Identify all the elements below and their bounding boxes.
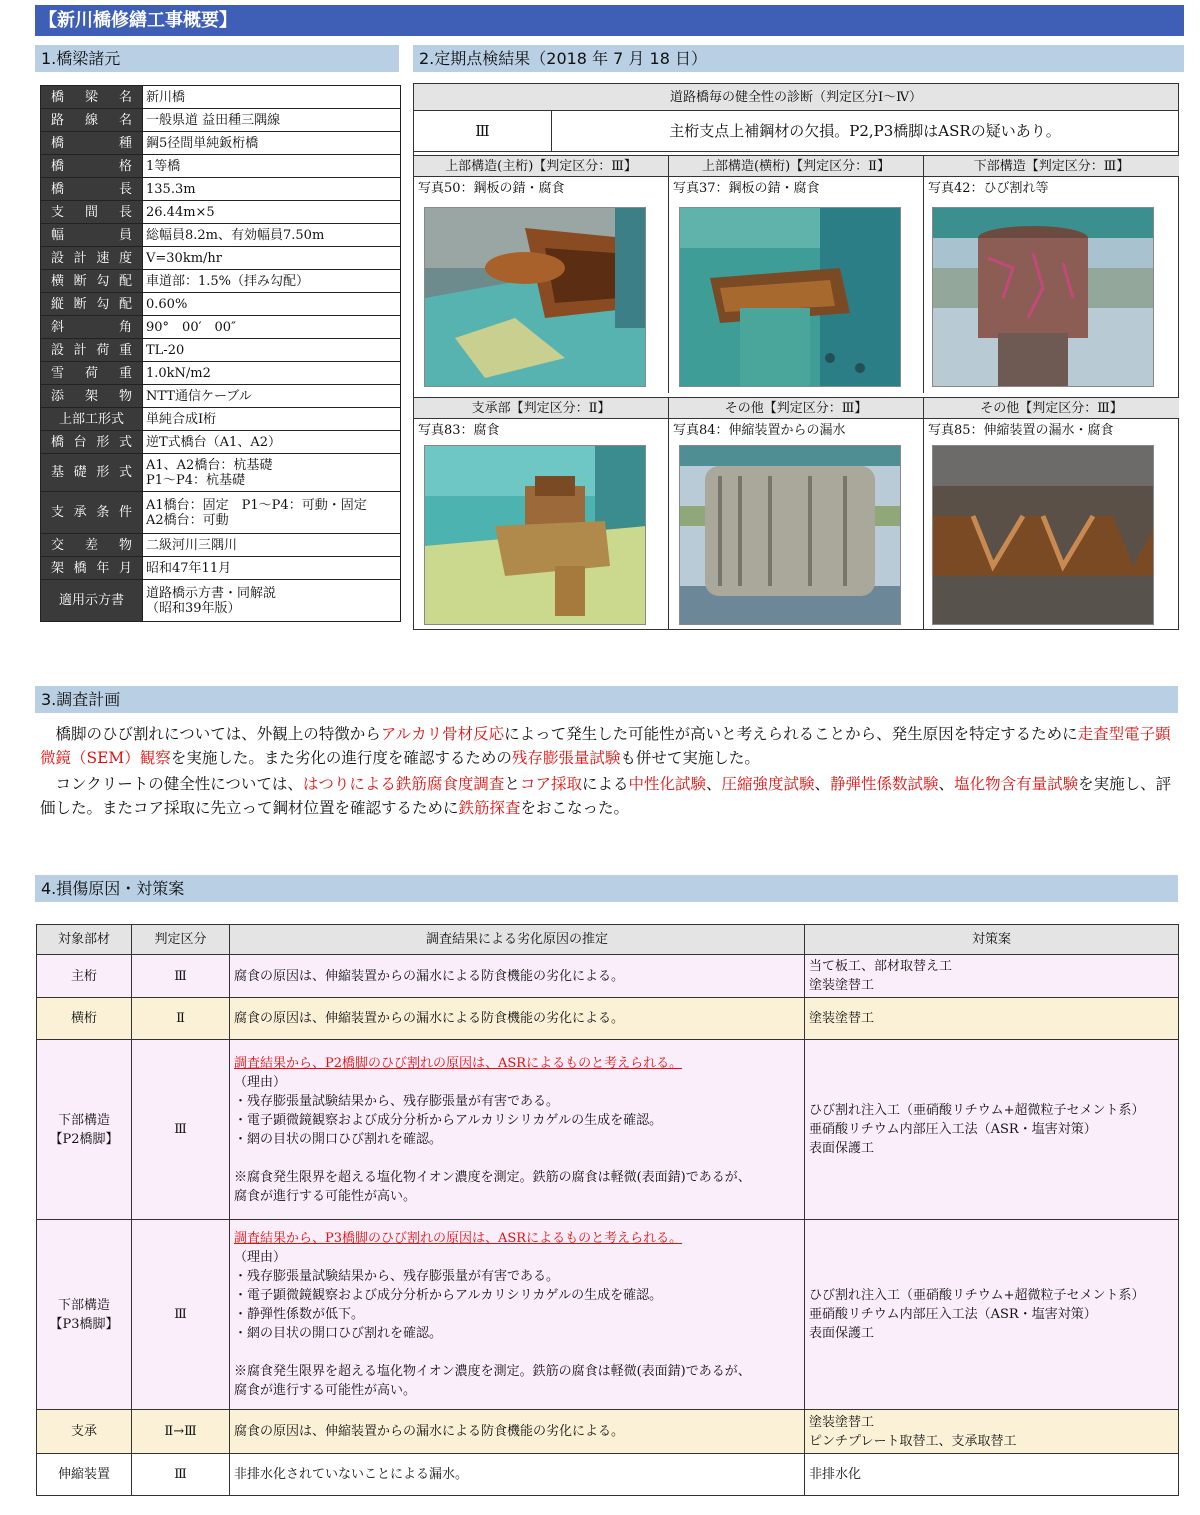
bridge-spec-table [40, 85, 401, 622]
cause-cell: 腐食の原因は、伸縮装置からの漏水による防食機能の劣化による。 [230, 998, 805, 1040]
photo-image [680, 446, 901, 625]
spec-row [41, 201, 401, 224]
text: コンクリートの健全性については、 [55, 775, 303, 793]
spec-value [143, 580, 401, 622]
col-header: 対策案 [805, 925, 1179, 955]
spec-row [41, 316, 401, 339]
measure-line: 非排水化 [809, 1467, 862, 1482]
cause-line: ・網の目状の開口ひび割れを確認。 [234, 1326, 443, 1341]
judgement-cell: Ⅱ→Ⅲ [132, 1410, 230, 1454]
spec-row [41, 580, 401, 622]
spec-key: 橋種 [41, 132, 143, 155]
spec-value: NTT通信ケーブル [143, 385, 401, 408]
measure-cell [805, 1410, 1179, 1454]
measure-line: ひび割れ注入工（亜硝酸リチウム+超微粒子セメント系） [809, 1103, 1145, 1118]
table-row [37, 1410, 1179, 1454]
highlight-term: アルカリ骨材反応 [380, 725, 505, 743]
table-row [37, 1220, 1179, 1410]
measure-line: 表面保護工 [809, 1141, 875, 1156]
cell-header: 支承部【判定区分：Ⅱ】 [414, 397, 668, 419]
spec-row [41, 534, 401, 557]
measure-line: 塗装塗替工 [809, 1011, 875, 1026]
cause-line: ・電子顕微鏡観察および成分分析からアルカリシリカゲルの生成を確認。 [234, 1288, 663, 1303]
cell-header: その他【判定区分：Ⅲ】 [669, 397, 923, 419]
text: をおこなった。 [520, 799, 630, 817]
measure-cell [805, 1040, 1179, 1220]
measure-cell [805, 1220, 1179, 1410]
cause-line: 腐食が進行する可能性が高い。 [234, 1188, 417, 1204]
spec-value: 新川橋 [143, 86, 401, 109]
spec-row [41, 408, 401, 431]
col-header: 判定区分 [132, 925, 230, 955]
judgement-cell: Ⅲ [132, 1040, 230, 1220]
spec-row [41, 362, 401, 385]
spec-key: 横断勾配 [41, 270, 143, 293]
inspection-cell-substructure [924, 155, 1179, 393]
spec-key: 架橋年月 [41, 557, 143, 580]
spec-row [41, 155, 401, 178]
text: を実施し、評価した。またコア採取に先立って鋼材位置を確認するために [40, 775, 1172, 817]
inspection-cell-bearing [414, 397, 669, 630]
spec-value: 26.44m×5 [143, 201, 401, 224]
text: によって発生した可能性が高いと考えられることから、発生原因を特定するために [504, 725, 1078, 743]
spec-value: 総幅員8.2m、有効幅員7.50m [143, 224, 401, 247]
text: と [504, 775, 520, 793]
text: も併せて実施した。 [620, 749, 760, 767]
photo-caption: 写真83：腐食 [418, 423, 500, 438]
spec-row [41, 557, 401, 580]
spec-key: 幅員 [41, 224, 143, 247]
measure-line: 塗装塗替工 [809, 978, 875, 993]
cause-line: （理由） [234, 1250, 287, 1265]
part-cell: 横桁 [37, 998, 132, 1040]
spec-value: 0.60% [143, 293, 401, 316]
measure-line: 亜硝酸リチウム内部圧入工法（ASR・塩害対策） [809, 1307, 1097, 1322]
spec-value: 一般県道 益田種三隅線 [143, 109, 401, 132]
highlight-term: 走査型電子顕微鏡（SEM）観察 [40, 725, 1171, 767]
spec-row [41, 492, 401, 534]
photo-caption: 写真84：伸縮装置からの漏水 [673, 423, 846, 438]
text: 、 [814, 775, 831, 793]
highlight-term: 残存膨張量試験 [511, 749, 621, 767]
part-line: 下部構造 [57, 1112, 110, 1128]
measure-line: 塗装塗替工 [809, 1414, 875, 1430]
cause-line: ・電子顕微鏡観察および成分分析からアルカリシリカゲルの生成を確認。 [234, 1112, 663, 1128]
spec-row [41, 109, 401, 132]
spec-value-line: P1〜P4：杭基礎 [146, 472, 246, 488]
cell-header: 下部構造【判定区分：Ⅲ】 [924, 155, 1179, 177]
cause-line: ・残存膨張量試験結果から、残存膨張量が有害である。 [234, 1093, 560, 1109]
spec-value-line: A1橋台：固定 P1〜P4：可動・固定 [146, 497, 367, 513]
table-row [37, 955, 1179, 998]
measure-line: 当て板工、部材取替え工 [809, 959, 953, 974]
text: を実施した。また劣化の進行度を確認するための [170, 749, 512, 767]
spec-value: 鋼5径間単純鈑桁橋 [143, 132, 401, 155]
photo-50-rusted-steel [424, 207, 646, 387]
judgement-cell: Ⅲ [132, 1220, 230, 1410]
inspection-results-box [413, 83, 1179, 630]
photo-image [425, 446, 646, 625]
diagnosis-judgement: Ⅲ [414, 111, 552, 152]
damage-cause-table [36, 924, 1179, 1496]
photo-42-cracked-pier [932, 207, 1154, 387]
judgement-cell: Ⅲ [132, 955, 230, 998]
cell-header: 上部構造(横桁)【判定区分：Ⅱ】 [669, 155, 923, 177]
section-header-plan: 3.調査計画 [35, 686, 1178, 713]
spec-value-line: （昭和39年版） [146, 600, 241, 616]
photo-caption: 写真37：鋼板の錆・腐食 [673, 181, 820, 196]
col-header: 調査結果による劣化原因の推定 [230, 925, 805, 955]
measure-line: 亜硝酸リチウム内部圧入工法（ASR・塩害対策） [809, 1122, 1097, 1137]
spec-row [41, 385, 401, 408]
part-cell: 主桁 [37, 955, 132, 998]
cause-conclusion: 調査結果から、P3橋脚のひび割れの原因は、ASRによるものと考えられる。 [234, 1231, 683, 1246]
spec-value: V=30km/hr [143, 247, 401, 270]
section-header-inspection: 2.定期点検結果（2018 年 7 月 18 日） [413, 45, 1184, 72]
spec-key: 添架物 [41, 385, 143, 408]
cause-line: ※腐食発生限界を超える塩化物イオン濃度を測定。鉄筋の腐食は軽微(表面錆)であるが、 [234, 1169, 751, 1185]
cause-cell: 腐食の原因は、伸縮装置からの漏水による防食機能の劣化による。 [230, 955, 805, 998]
spec-row [41, 86, 401, 109]
spec-key: 橋格 [41, 155, 143, 178]
part-cell [37, 1040, 132, 1220]
spec-value: 135.3m [143, 178, 401, 201]
spec-row [41, 339, 401, 362]
photo-image [680, 208, 901, 387]
spec-value: 1等橋 [143, 155, 401, 178]
measure-cell [805, 955, 1179, 998]
spec-value: 昭和47年11月 [143, 557, 401, 580]
spec-key: 縦断勾配 [41, 293, 143, 316]
spec-key: 橋長 [41, 178, 143, 201]
highlight-term: はつりによる鉄筋腐食度調査 [302, 775, 505, 793]
photo-image [933, 208, 1154, 387]
cause-line: ・静弾性係数が低下。 [234, 1307, 365, 1322]
spec-key: 橋台形式 [41, 431, 143, 454]
text: 橋脚のひび割れについては、外観上の特徴から [55, 725, 381, 743]
table-row [37, 998, 1179, 1040]
cause-line: 腐食が進行する可能性が高い。 [234, 1383, 417, 1398]
photo-image [933, 446, 1154, 625]
cause-line: ※腐食発生限界を超える塩化物イオン濃度を測定。鉄筋の腐食は軽微(表面錆)であるが、 [234, 1364, 751, 1379]
part-line: 【P3橋脚】 [49, 1316, 119, 1332]
highlight-term: コア採取 [519, 775, 582, 793]
measure-line: 表面保護工 [809, 1326, 875, 1341]
spec-key: 設計荷重 [41, 339, 143, 362]
col-header: 対象部材 [37, 925, 132, 955]
spec-row [41, 132, 401, 155]
plan-paragraph-2 [40, 772, 1180, 820]
spec-value: 車道部：1.5%（拝み勾配） [143, 270, 401, 293]
spec-row [41, 270, 401, 293]
inspection-cell-main-girder [414, 155, 669, 393]
spec-row [41, 454, 401, 492]
text: 、 [938, 775, 955, 793]
table-header-row [37, 925, 1179, 955]
cause-line: ・残存膨張量試験結果から、残存膨張量が有害である。 [234, 1269, 560, 1284]
spec-value: TL-20 [143, 339, 401, 362]
section-header-damage: 4.損傷原因・対策案 [35, 875, 1178, 902]
spec-value-line: A1、A2橋台：杭基礎 [146, 457, 273, 473]
cause-line: ・網の目状の開口ひび割れを確認。 [234, 1131, 443, 1147]
table-row [37, 1454, 1179, 1496]
part-line: 下部構造 [57, 1297, 110, 1313]
spec-row [41, 247, 401, 270]
spec-key: 路線名 [41, 109, 143, 132]
cell-header: その他【判定区分：Ⅲ】 [924, 397, 1179, 419]
measure-cell [805, 1454, 1179, 1496]
photo-caption: 写真85：伸縮装置の漏水・腐食 [928, 423, 1114, 438]
measure-line: ピンチプレート取替工、支承取替工 [809, 1433, 1017, 1449]
part-cell: 伸縮装置 [37, 1454, 132, 1496]
part-cell: 支承 [37, 1410, 132, 1454]
inspection-cell-cross-girder [669, 155, 924, 393]
judgement-cell: Ⅲ [132, 1454, 230, 1496]
spec-value-line: A2橋台：可動 [146, 512, 229, 528]
spec-row [41, 224, 401, 247]
spec-key: 設計速度 [41, 247, 143, 270]
highlight-term: 圧縮強度試験 [721, 775, 815, 793]
photo-caption: 写真42：ひび割れ等 [928, 181, 1049, 196]
spec-key: 雪荷重 [41, 362, 143, 385]
text: による [581, 775, 629, 793]
photo-37-rusted-steel [679, 207, 901, 387]
diagnosis-summary: 主桁支点上補鋼材の欠損。P2,P3橋脚はASRの疑いあり。 [552, 111, 1178, 152]
photo-85-joint-corrosion [932, 445, 1154, 625]
spec-key: 橋梁名 [41, 86, 143, 109]
spec-row [41, 293, 401, 316]
spec-value: 二級河川三隅川 [143, 534, 401, 557]
spec-key: 支間長 [41, 201, 143, 224]
spec-key: 適用示方書 [41, 580, 143, 622]
table-row [37, 1040, 1179, 1220]
photo-83-bearing-corrosion [424, 445, 646, 625]
spec-key: 上部工形式 [41, 408, 143, 431]
spec-value-line: 道路橋示方書・同解説 [146, 585, 277, 601]
highlight-term: 塩化物含有量試験 [954, 775, 1079, 793]
measure-line: ひび割れ注入工（亜硝酸リチウム+超微粒子セメント系） [809, 1288, 1145, 1303]
highlight-term: 鉄筋探査 [458, 799, 521, 817]
inspection-cell-other-corrosion [924, 397, 1179, 630]
judgement-cell: Ⅱ [132, 998, 230, 1040]
inspection-cell-other-leak [669, 397, 924, 630]
diagnosis-header: 道路橋毎の健全性の診断（判定区分Ⅰ～Ⅳ） [414, 84, 1178, 111]
photo-image [425, 208, 646, 387]
highlight-term: 静弾性係数試験 [830, 775, 939, 793]
cell-header: 上部構造(主桁)【判定区分：Ⅲ】 [414, 155, 668, 177]
plan-paragraph-1 [40, 722, 1180, 770]
photo-84-joint-leak [679, 445, 901, 625]
spec-value: 単純合成I桁 [143, 408, 401, 431]
highlight-term: 中性化試験 [628, 775, 706, 793]
spec-key: 支承条件 [41, 492, 143, 534]
spec-value [143, 454, 401, 492]
spec-row [41, 431, 401, 454]
cause-cell: 非排水化されていないことによる漏水。 [230, 1454, 805, 1496]
spec-value: 1.0kN/m2 [143, 362, 401, 385]
text: 、 [705, 775, 722, 793]
part-cell [37, 1220, 132, 1410]
photo-caption: 写真50：鋼板の錆・腐食 [418, 181, 565, 196]
part-line: 【P2橋脚】 [49, 1131, 119, 1147]
cause-conclusion: 調査結果から、P2橋脚のひび割れの原因は、ASRによるものと考えられる。 [234, 1055, 683, 1071]
page-title: 【新川橋修繕工事概要】 [35, 5, 1184, 36]
cause-cell [230, 1040, 805, 1220]
spec-key: 交差物 [41, 534, 143, 557]
spec-value: 90° 00′ 00″ [143, 316, 401, 339]
measure-cell [805, 998, 1179, 1040]
cause-line: （理由） [234, 1074, 287, 1090]
cause-cell: 腐食の原因は、伸縮装置からの漏水による防食機能の劣化による。 [230, 1410, 805, 1454]
spec-key: 基礎形式 [41, 454, 143, 492]
cause-cell [230, 1220, 805, 1410]
spec-row [41, 178, 401, 201]
section-header-specs: 1.橋梁諸元 [35, 45, 399, 72]
spec-value: 逆T式橋台（A1、A2） [143, 431, 401, 454]
spec-value [143, 492, 401, 534]
spec-key: 斜角 [41, 316, 143, 339]
